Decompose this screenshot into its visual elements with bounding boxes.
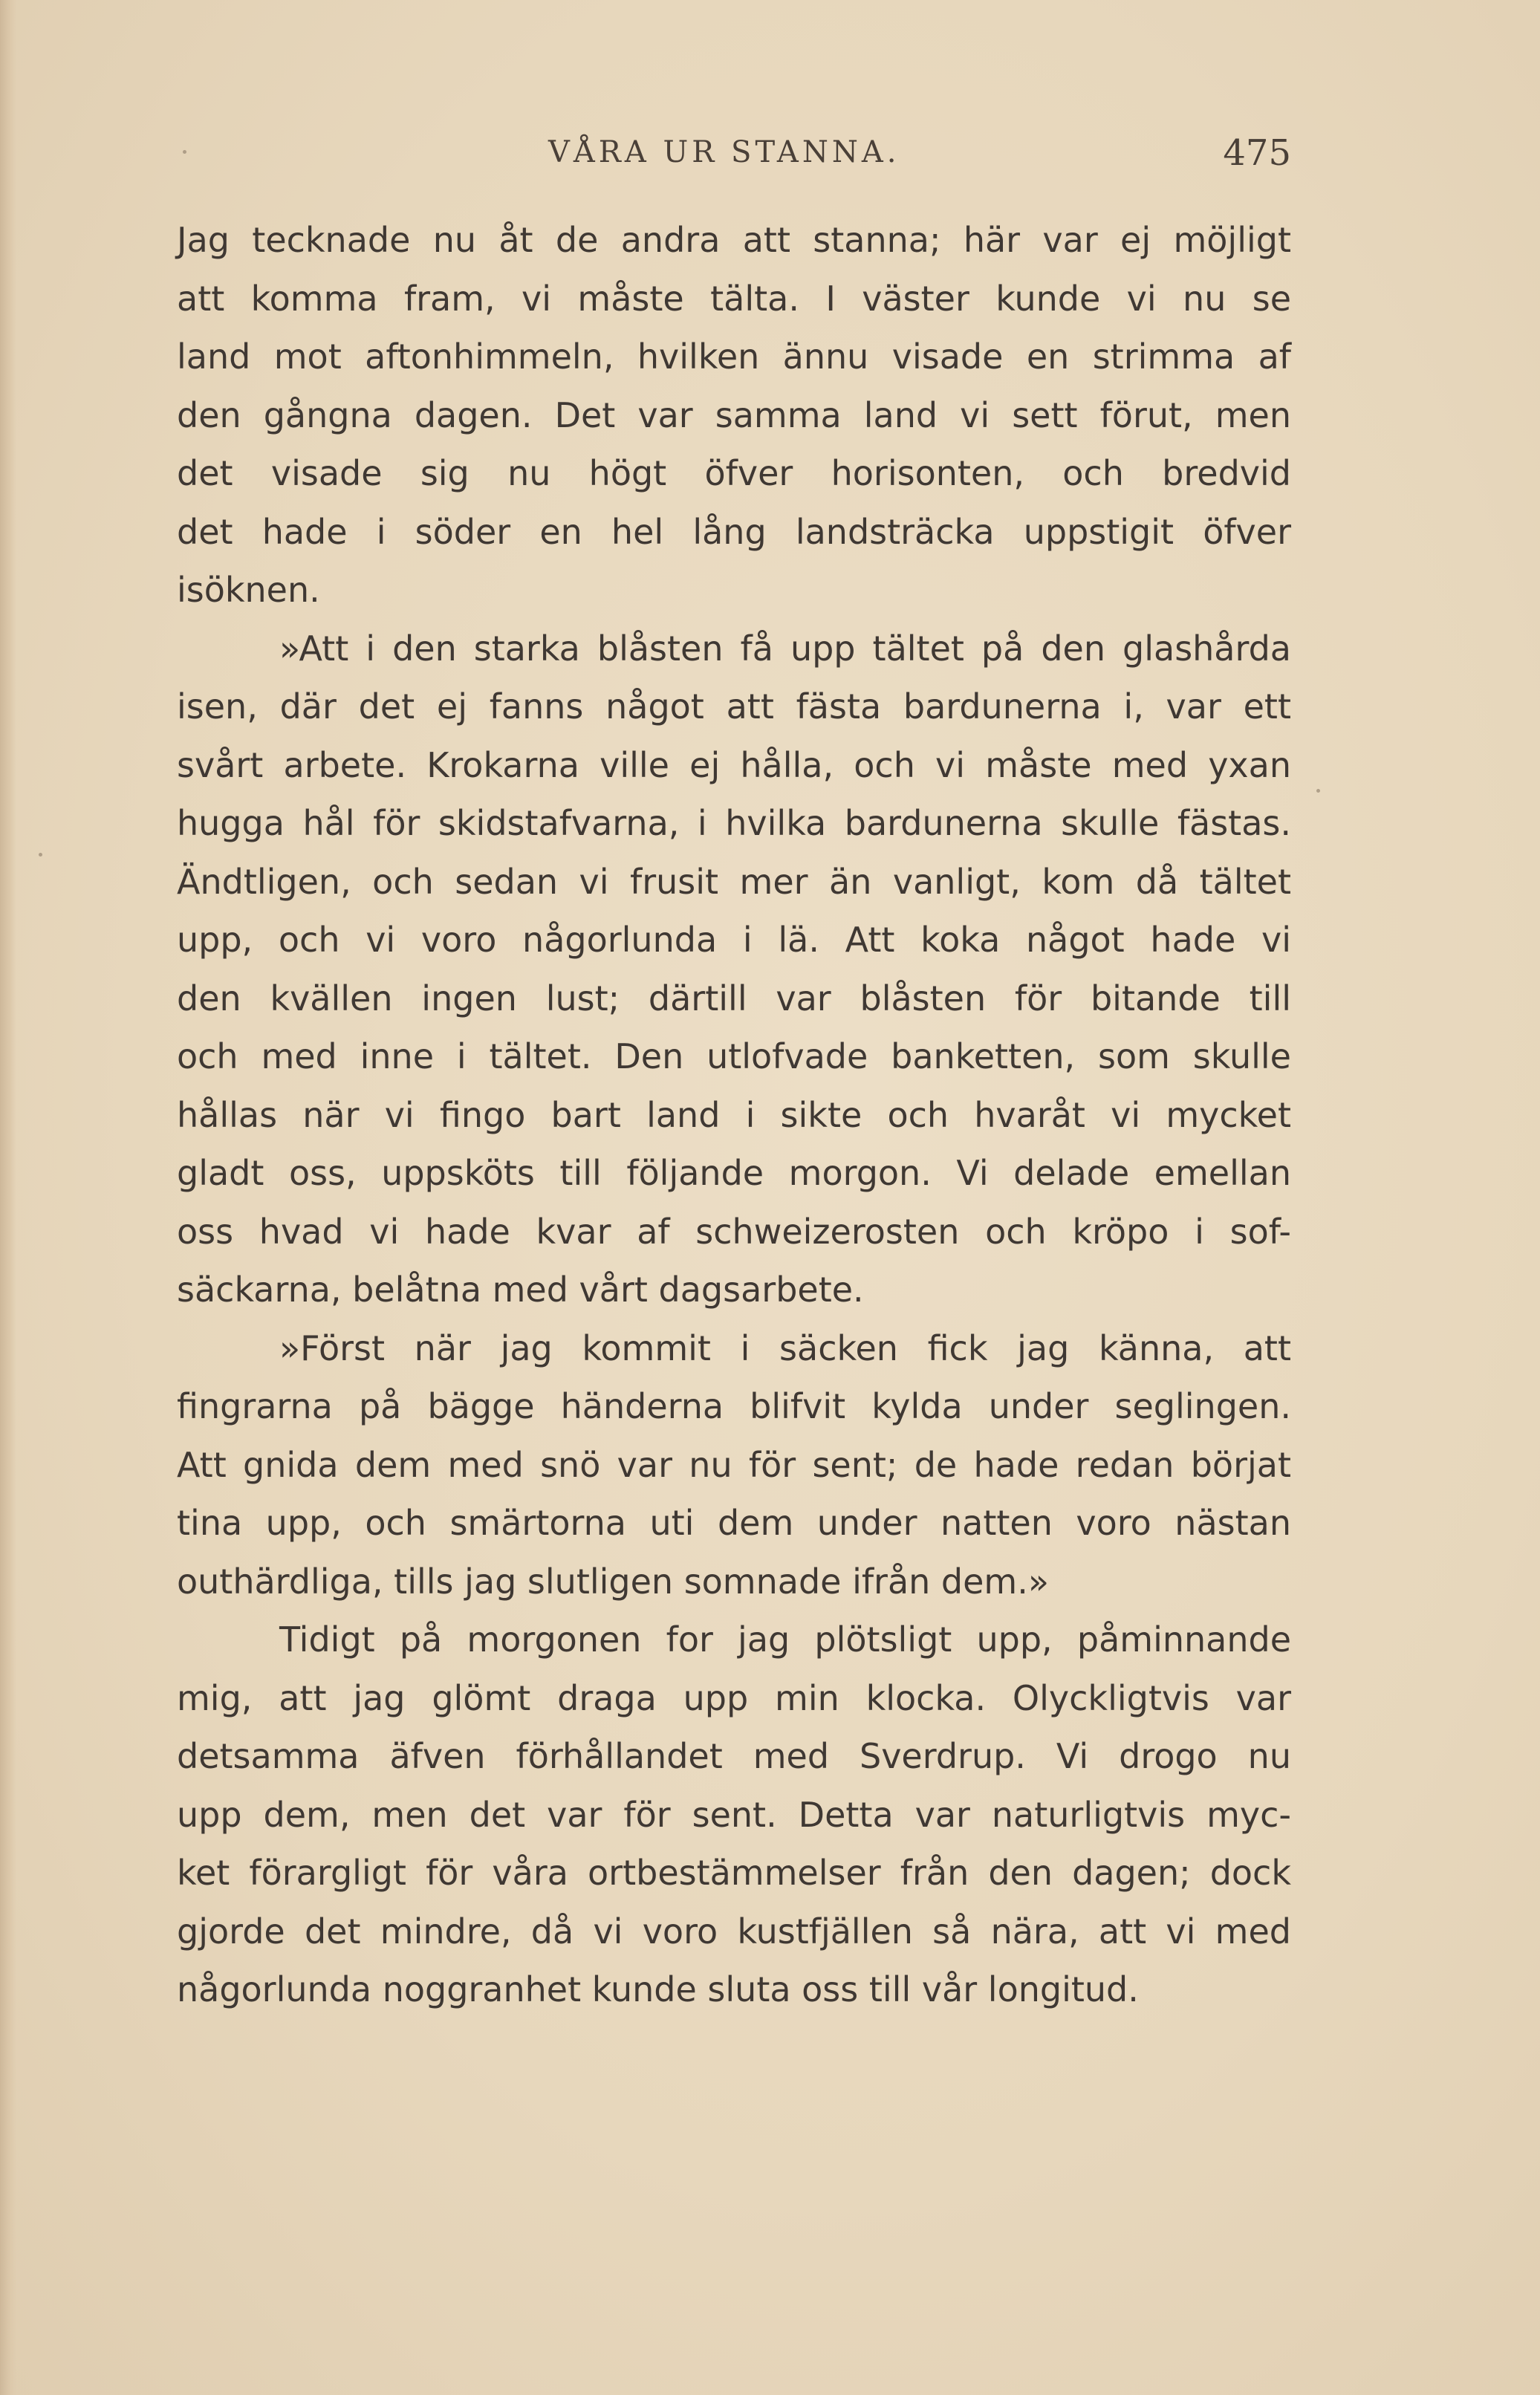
text-line: och med inne i tältet. Den utlofvade banketten, som skulle xyxy=(177,1036,1291,1076)
text-line: isen, där det ej fanns något att fästa bardunerna i, var ett xyxy=(177,686,1291,727)
text-line: Tidigt på morgonen for jag plötsligt upp, påminnande xyxy=(279,1619,1291,1660)
body-text xyxy=(177,211,1291,2019)
page-number: 475 xyxy=(1223,132,1291,174)
paragraph xyxy=(177,211,1291,620)
text-line: det visade sig nu högt öfver horisonten, och bredvid xyxy=(177,453,1291,493)
text-line: Att gnida dem med snö var nu för sent; de hade redan börjat xyxy=(177,1444,1291,1485)
text-line: det hade i söder en hel lång landsträcka uppstigit öfver xyxy=(177,511,1291,552)
text-line: hugga hål för skidstafvarna, i hvilka bardunerna skulle fästas. xyxy=(177,803,1291,843)
text-line: den gångna dagen. Det var samma land vi sett förut, men xyxy=(177,394,1291,435)
text-line: upp dem, men det var för sent. Detta var naturligtvis myc- xyxy=(177,1794,1291,1835)
text-line: »Att i den starka blåsten få upp tältet på den glashårda xyxy=(279,628,1291,669)
paper-speck xyxy=(1316,789,1320,793)
text-line: land mot aftonhimmeln, hvilken ännu visade en strimma af xyxy=(177,337,1291,377)
text-line: säckarna, belåtna med vårt dagsarbete. xyxy=(177,1270,864,1310)
paper-speck xyxy=(39,853,42,857)
text-line: isöknen. xyxy=(177,570,320,610)
text-line: den kvällen ingen lust; därtill var blåsten för bitande till xyxy=(177,978,1291,1018)
text-line: gjorde det mindre, då vi voro kustfjällen så nära, att vi med xyxy=(177,1911,1291,1952)
running-title: VÅRA UR STANNA. xyxy=(548,135,900,169)
text-line: hållas när vi fingo bart land i sikte och hvaråt vi mycket xyxy=(177,1094,1291,1135)
page-gutter-edge xyxy=(0,0,16,2395)
text-line: fingrarna på bägge händerna blifvit kylda under seglingen. xyxy=(177,1386,1291,1426)
text-line: någorlunda noggranhet kunde sluta oss till vår longitud. xyxy=(177,1969,1139,2009)
text-line: »Först när jag kommit i säcken fick jag känna, att xyxy=(279,1328,1291,1368)
text-line: Jag tecknade nu åt de andra att stanna; här var ej möjligt xyxy=(177,220,1291,260)
text-line: outhärdliga, tills jag slutligen somnade ifrån dem.» xyxy=(177,1561,1050,1602)
text-line: upp, och vi voro någorlunda i lä. Att koka något hade vi xyxy=(177,920,1291,960)
text-line: tina upp, och smärtorna uti dem under natten voro nästan xyxy=(177,1503,1291,1543)
running-head xyxy=(177,132,1291,187)
text-line: att komma fram, vi måste tälta. I väster kunde vi nu se xyxy=(177,278,1291,319)
text-line: oss hvad vi hade kvar af schweizerosten och kröpo i sof- xyxy=(177,1211,1291,1252)
text-line: Ändtligen, och sedan vi frusit mer än vanligt, kom då tältet xyxy=(177,861,1291,902)
paper-speck xyxy=(183,150,186,154)
text-line: mig, att jag glömt draga upp min klocka. Olyckligtvis var xyxy=(177,1677,1291,1718)
paragraph xyxy=(177,1319,1291,1611)
text-line: svårt arbete. Krokarna ville ej hålla, och vi måste med yxan xyxy=(177,744,1291,785)
paragraph xyxy=(177,620,1291,1319)
paragraph xyxy=(177,1611,1291,2019)
text-line: gladt oss, uppsköts till följande morgon. Vi delade emellan xyxy=(177,1153,1291,1193)
text-line: ket förargligt för våra ortbestämmelser från den dagen; dock xyxy=(177,1853,1291,1893)
text-line: detsamma äfven förhållandet med Sverdrup. Vi drogo nu xyxy=(177,1736,1291,1776)
